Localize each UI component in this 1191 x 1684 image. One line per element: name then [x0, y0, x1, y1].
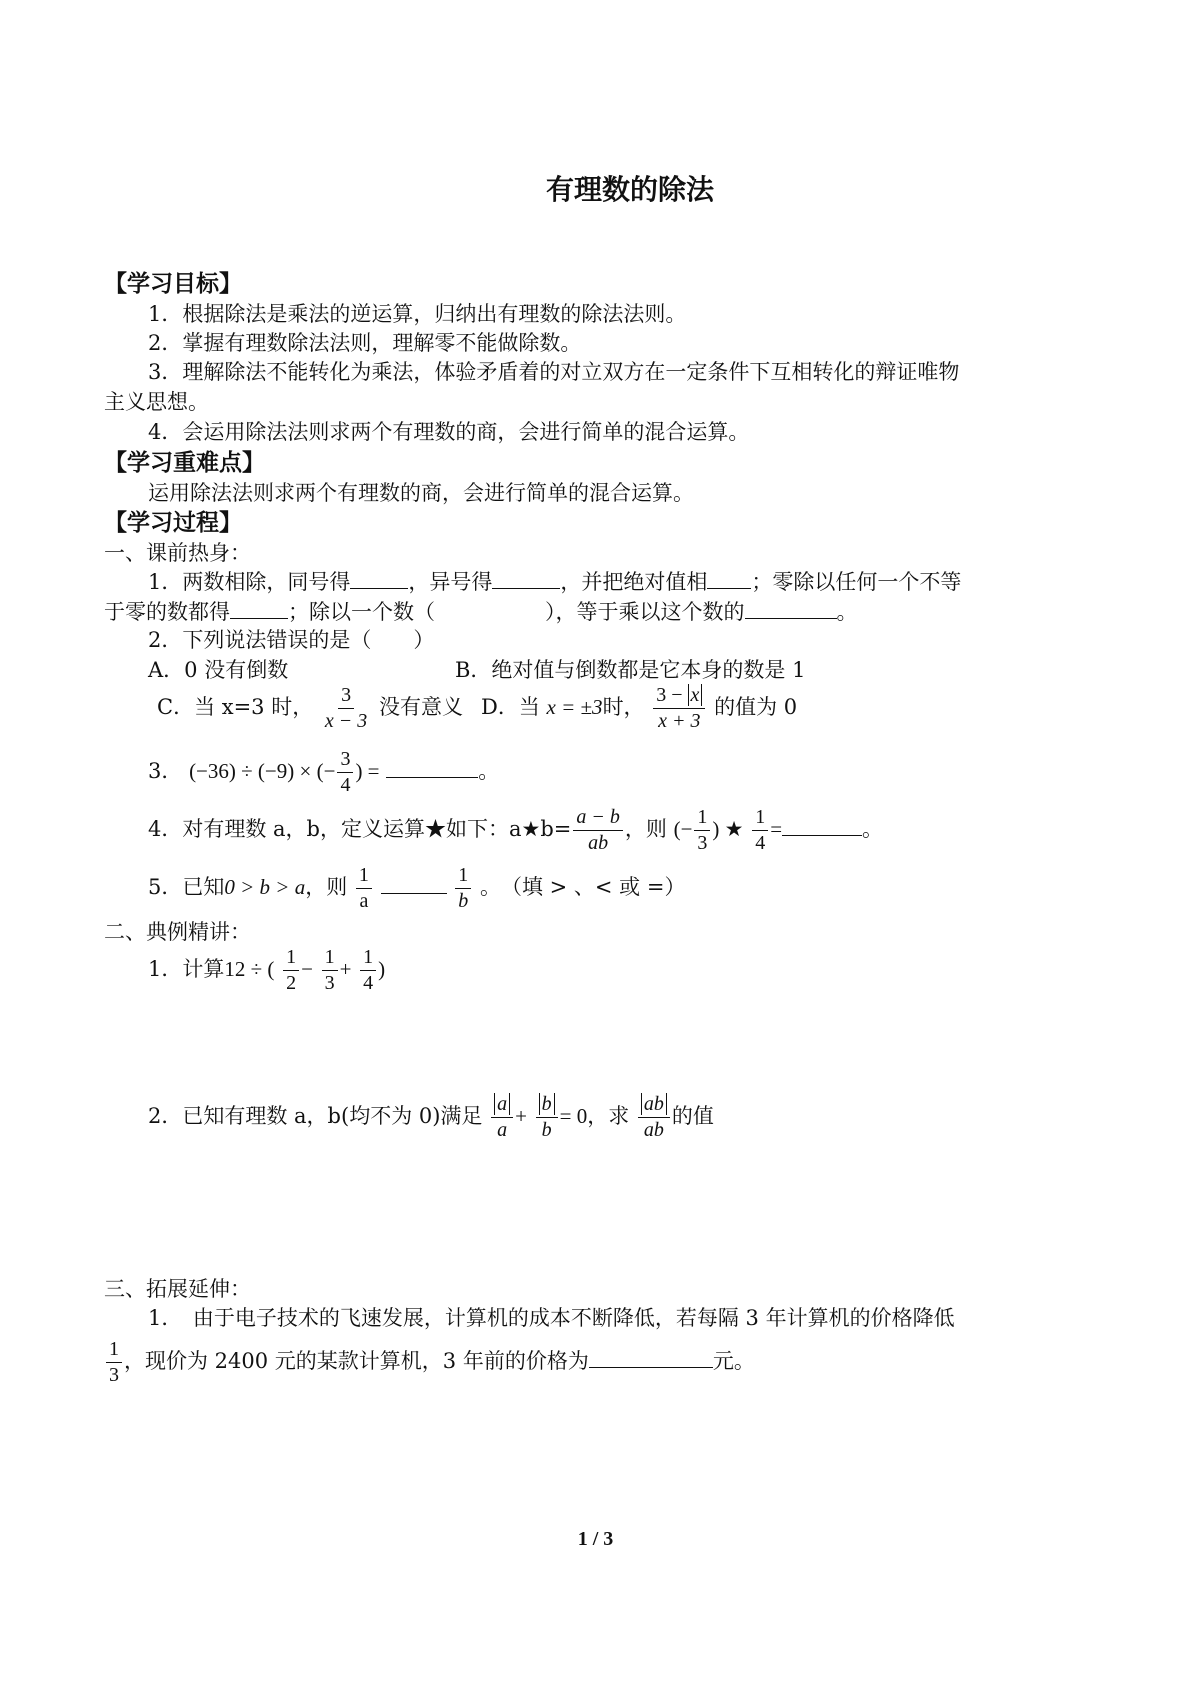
extension-1-line2: $\frac{1}{3}$ ，现价为 2400 元的某款计算机，3 年前的价格为 元。 — [104, 1338, 755, 1387]
goal-2: 2．掌握有理数除法法则，理解零不能做除数。 — [148, 331, 582, 355]
section-goals-heading: 【学习目标】 — [104, 271, 242, 297]
answer-blank[interactable] — [707, 570, 751, 589]
goal-3-continued: 主义思想。 — [104, 390, 209, 414]
q2-option-d: D．当 x = ±3时， $\frac{3 - x}{x + 3}$ 的值为 0 — [481, 684, 798, 732]
answer-blank[interactable] — [381, 875, 447, 894]
answer-blank[interactable] — [386, 759, 478, 778]
q2-stem: 2．下列说法错误的是（ ） — [148, 628, 435, 652]
goal-4: 4．会运用除法法则求两个有理数的商，会进行简单的混合运算。 — [148, 420, 750, 444]
q1-line2: 于零的数都得 ；除以一个数（ ），等于乘以这个数的 。 — [104, 600, 858, 624]
part3-heading: 三、拓展延伸： — [104, 1277, 251, 1301]
q2-option-c: C．当 x=3 时， $\frac{3}{x - 3}$ 没有意义 — [157, 684, 463, 732]
q1-line1: 1．两数相除，同号得 ，异号得 ，并把绝对值相 ；零除以任何一个不等 — [148, 570, 962, 594]
part1-heading: 一、课前热身： — [104, 541, 251, 565]
section-process-heading: 【学习过程】 — [104, 510, 242, 536]
q2-option-a: A．0 没有倒数 — [148, 658, 289, 682]
goal-3: 3．理解除法不能转化为乘法，体验矛盾着的对立双方在一定条件下互相转化的辩证唯物 — [148, 360, 960, 384]
section-key-points-heading: 【学习重难点】 — [104, 450, 265, 476]
goal-1: 1．根据除法是乘法的逆运算，归纳出有理数的除法法则。 — [148, 302, 687, 326]
answer-blank[interactable] — [782, 817, 862, 836]
answer-blank[interactable] — [745, 600, 837, 619]
key-points-text: 运用除法法则求两个有理数的商，会进行简单的混合运算。 — [148, 481, 694, 505]
page-title: 有理数的除法 — [545, 173, 714, 206]
q4: 4．对有理数 a，b，定义运算★如下：a★b= $\frac{a - b}{ab}$ ，则 (− $\frac{1}{3}$ ) ★ $\frac{1}{4}$ = 。 — [148, 806, 884, 854]
part2-heading: 二、典例精讲： — [104, 920, 251, 944]
example-2: 2．已知有理数 a，b(均不为 0)满足 $\frac{a}{a}$ + $\frac{b}{b}$ = 0，求 $\frac{ab}{ab}$ 的值 — [148, 1093, 714, 1141]
answer-blank[interactable] — [589, 1349, 713, 1368]
q2-option-b: B．绝对值与倒数都是它本身的数是 1 — [455, 658, 806, 682]
page-number: 1 / 3 — [577, 1528, 614, 1550]
answer-blank[interactable] — [230, 600, 288, 619]
extension-1-line1: 1． 由于电子技术的飞速发展，计算机的成本不断降低，若每隔 3 年计算机的价格降低 — [148, 1306, 955, 1330]
q5: 5．已知0 > b > a，则 $\frac{1}{a}$ $\frac{1}{b}$ 。 （填 > 、< 或 =） — [148, 864, 686, 912]
answer-blank[interactable] — [350, 570, 408, 589]
q3: 3． (−36) ÷ (−9) × (− $\frac{3}{4}$ ) = 。 — [148, 748, 500, 796]
answer-blank[interactable] — [492, 570, 560, 589]
example-1: 1．计算12 ÷ ( $\frac{1}{2}$ − $\frac{1}{3}$ + $\frac{1}{4}$ ) — [148, 946, 386, 994]
